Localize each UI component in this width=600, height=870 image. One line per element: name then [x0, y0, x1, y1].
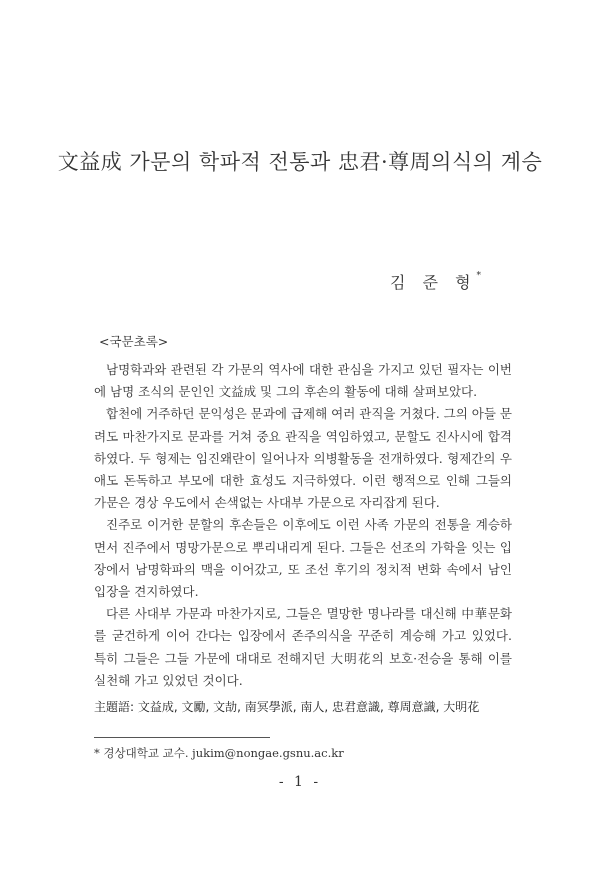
abstract-paragraph-2: 합천에 거주하던 문익성은 문과에 급제해 여러 관직을 거쳤다. 그의 아들 문려도 마찬가지로 문과를 거쳐 중요 관직을 역임하였고, 문할도 진사시에 합격하였다. 두 형제는 임진왜란이 일어나자 의병활동을 전개하였다. 형제간의 우애도 돈독하고 부모에 대한 효성도 지극하였다. 이런 행적으로 인해 그들의 가문은 경상 우도에서 손색없는 사대부 가문으로 자리잡게 된다.	[94, 406, 512, 511]
author-line	[390, 270, 481, 293]
footnote-affiliation: * 경상대학교 교수. jukim@nongae.gsnu.ac.kr	[94, 746, 344, 760]
abstract-paragraph-4: 다른 사대부 가문과 마찬가지로, 그들은 멸망한 명나라를 대신해 中華문화를 굳건하게 이어 간다는 입장에서 존주의식을 꾸준히 계승해 가고 있었다. 특히 그들은 그들 가문에 대대로 전해지던 大明花의 보호·전승을 통해 이를 실천해 가고 있었던 것이다.	[94, 606, 512, 688]
page-number: - 1 -	[278, 774, 322, 790]
author-name: 김 준 형	[390, 273, 477, 292]
footnote-divider	[94, 737, 270, 738]
keywords-line: 主題語: 文益成, 文勵, 文劼, 南冥學派, 南人, 忠君意識, 尊周意識, 大明花	[94, 700, 480, 714]
abstract-paragraph-1: 남명학과와 관련된 각 가문의 역사에 대한 관심을 가지고 있던 필자는 이번에 남명 조식의 문인인 文益成 및 그의 후손의 활동에 대해 살펴보았다.	[94, 362, 512, 400]
abstract-body	[94, 359, 512, 692]
author-footnote-mark: *	[476, 271, 482, 281]
abstract-paragraph-3: 진주로 이거한 문할의 후손들은 이후에도 이런 사족 가문의 전통을 계승하면서 진주에서 명망가문으로 뿌리내리게 된다. 그들은 선조의 가학을 잇는 입장에서 남명학파의 맥을 이어갔고, 또 조선 후기의 정치적 변화 속에서 남인 입장을 견지하였다.	[94, 517, 512, 600]
abstract-label: <국문초록>	[99, 334, 169, 349]
paper-title: 文益成 가문의 학파적 전통과 忠君·尊周의식의 계승	[57, 150, 543, 174]
